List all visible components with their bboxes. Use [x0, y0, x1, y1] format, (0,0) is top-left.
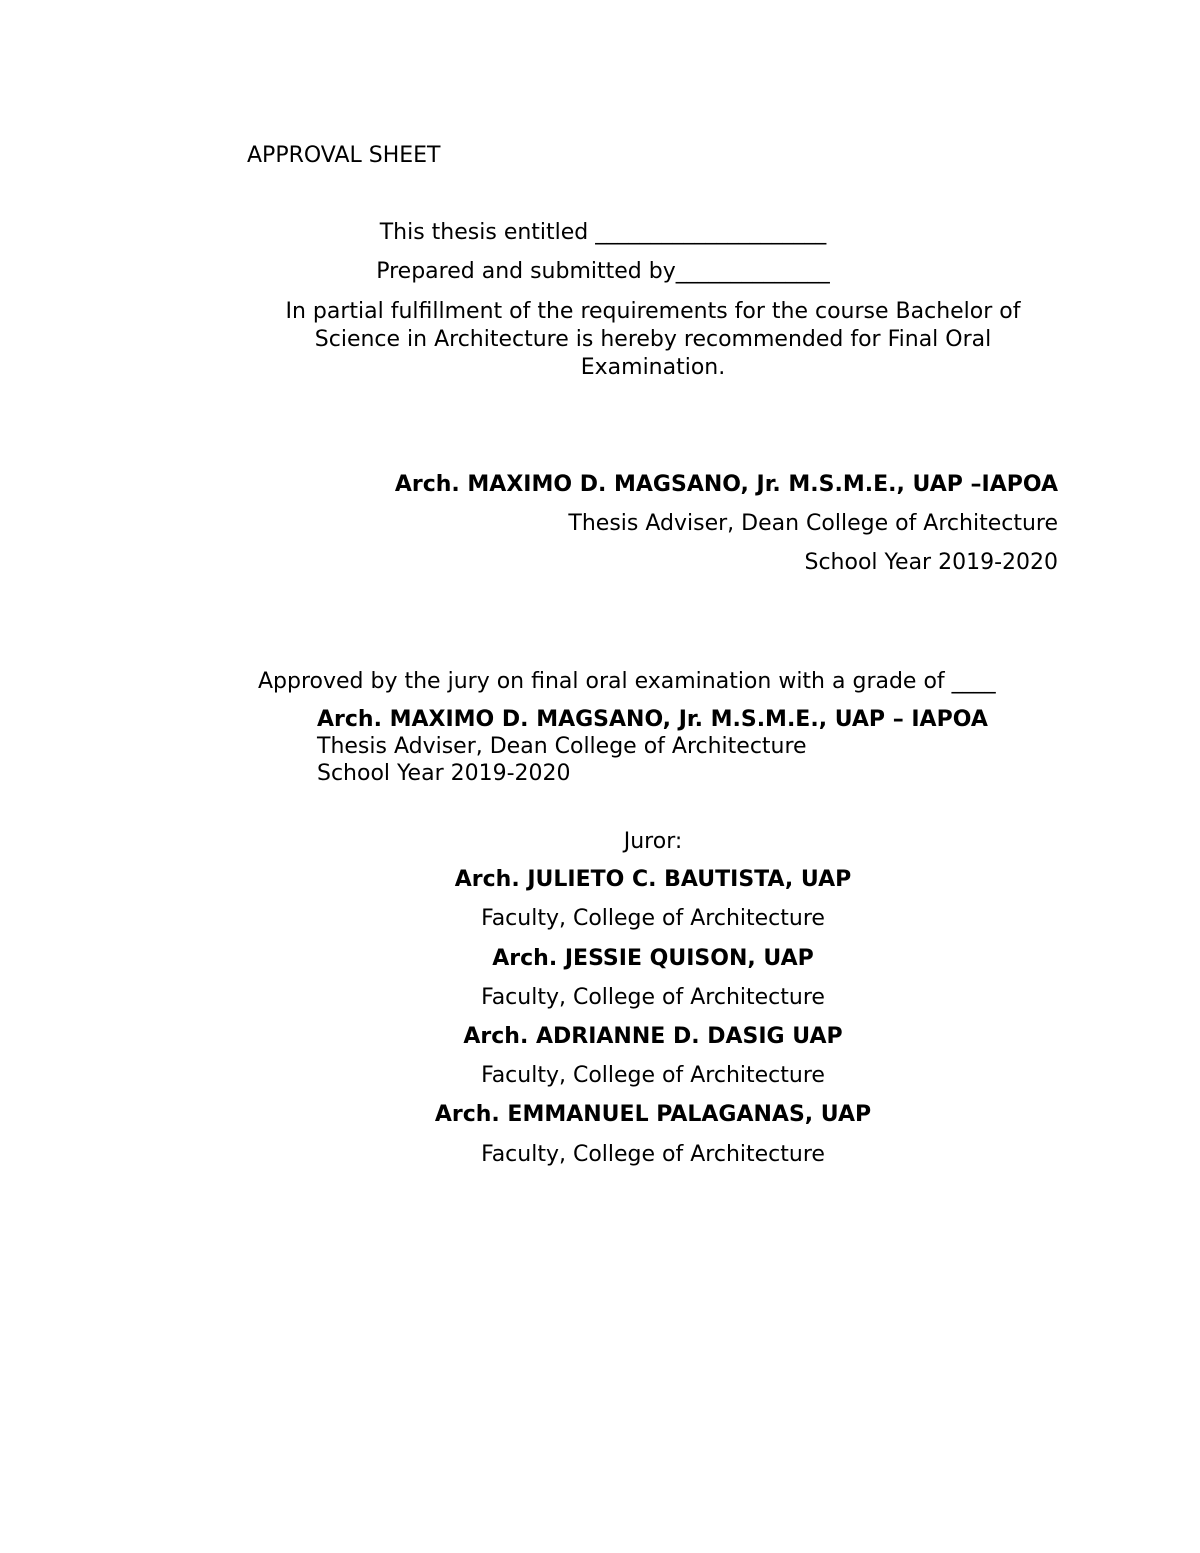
juror-label: Juror:	[623, 829, 683, 854]
juror-name: Arch. JESSIE QUISON, UAP	[492, 946, 814, 971]
adviser-name: Arch. MAXIMO D. MAGSANO, Jr. M.S.M.E., UAP –IAPOA	[394, 472, 1058, 497]
page-title: APPROVAL SHEET	[247, 143, 441, 168]
prepared-by-line: Prepared and submitted by______________	[376, 259, 830, 284]
juror-role: Faculty, College of Architecture	[481, 906, 825, 931]
jury-approval-line: Approved by the jury on final oral examination with a grade of ____	[258, 669, 996, 694]
approval-adviser-role: Thesis Adviser, Dean College of Architecture	[317, 734, 807, 759]
juror-name: Arch. ADRIANNE D. DASIG UAP	[463, 1024, 843, 1049]
recommendation-paragraph: In partial fulfillment of the requirements for the course Bachelor of Science in Architecture is hereby recommended for Final Oral Examination.	[285, 299, 1021, 380]
juror-role: Faculty, College of Architecture	[481, 1063, 825, 1088]
approval-adviser-school-year: School Year 2019-2020	[317, 761, 571, 786]
juror-role: Faculty, College of Architecture	[481, 1142, 825, 1167]
juror-name: Arch. EMMANUEL PALAGANAS, UAP	[434, 1102, 872, 1127]
thesis-title-line: This thesis entitled _____________________	[379, 220, 827, 245]
juror-name: Arch. JULIETO C. BAUTISTA, UAP	[454, 867, 852, 892]
approval-adviser-name: Arch. MAXIMO D. MAGSANO, Jr. M.S.M.E., UAP – IAPOA	[317, 707, 988, 732]
approval-adviser-block	[317, 706, 988, 787]
adviser-role: Thesis Adviser, Dean College of Architecture	[568, 511, 1058, 536]
adviser-school-year: School Year 2019-2020	[804, 550, 1058, 575]
juror-role: Faculty, College of Architecture	[481, 985, 825, 1010]
